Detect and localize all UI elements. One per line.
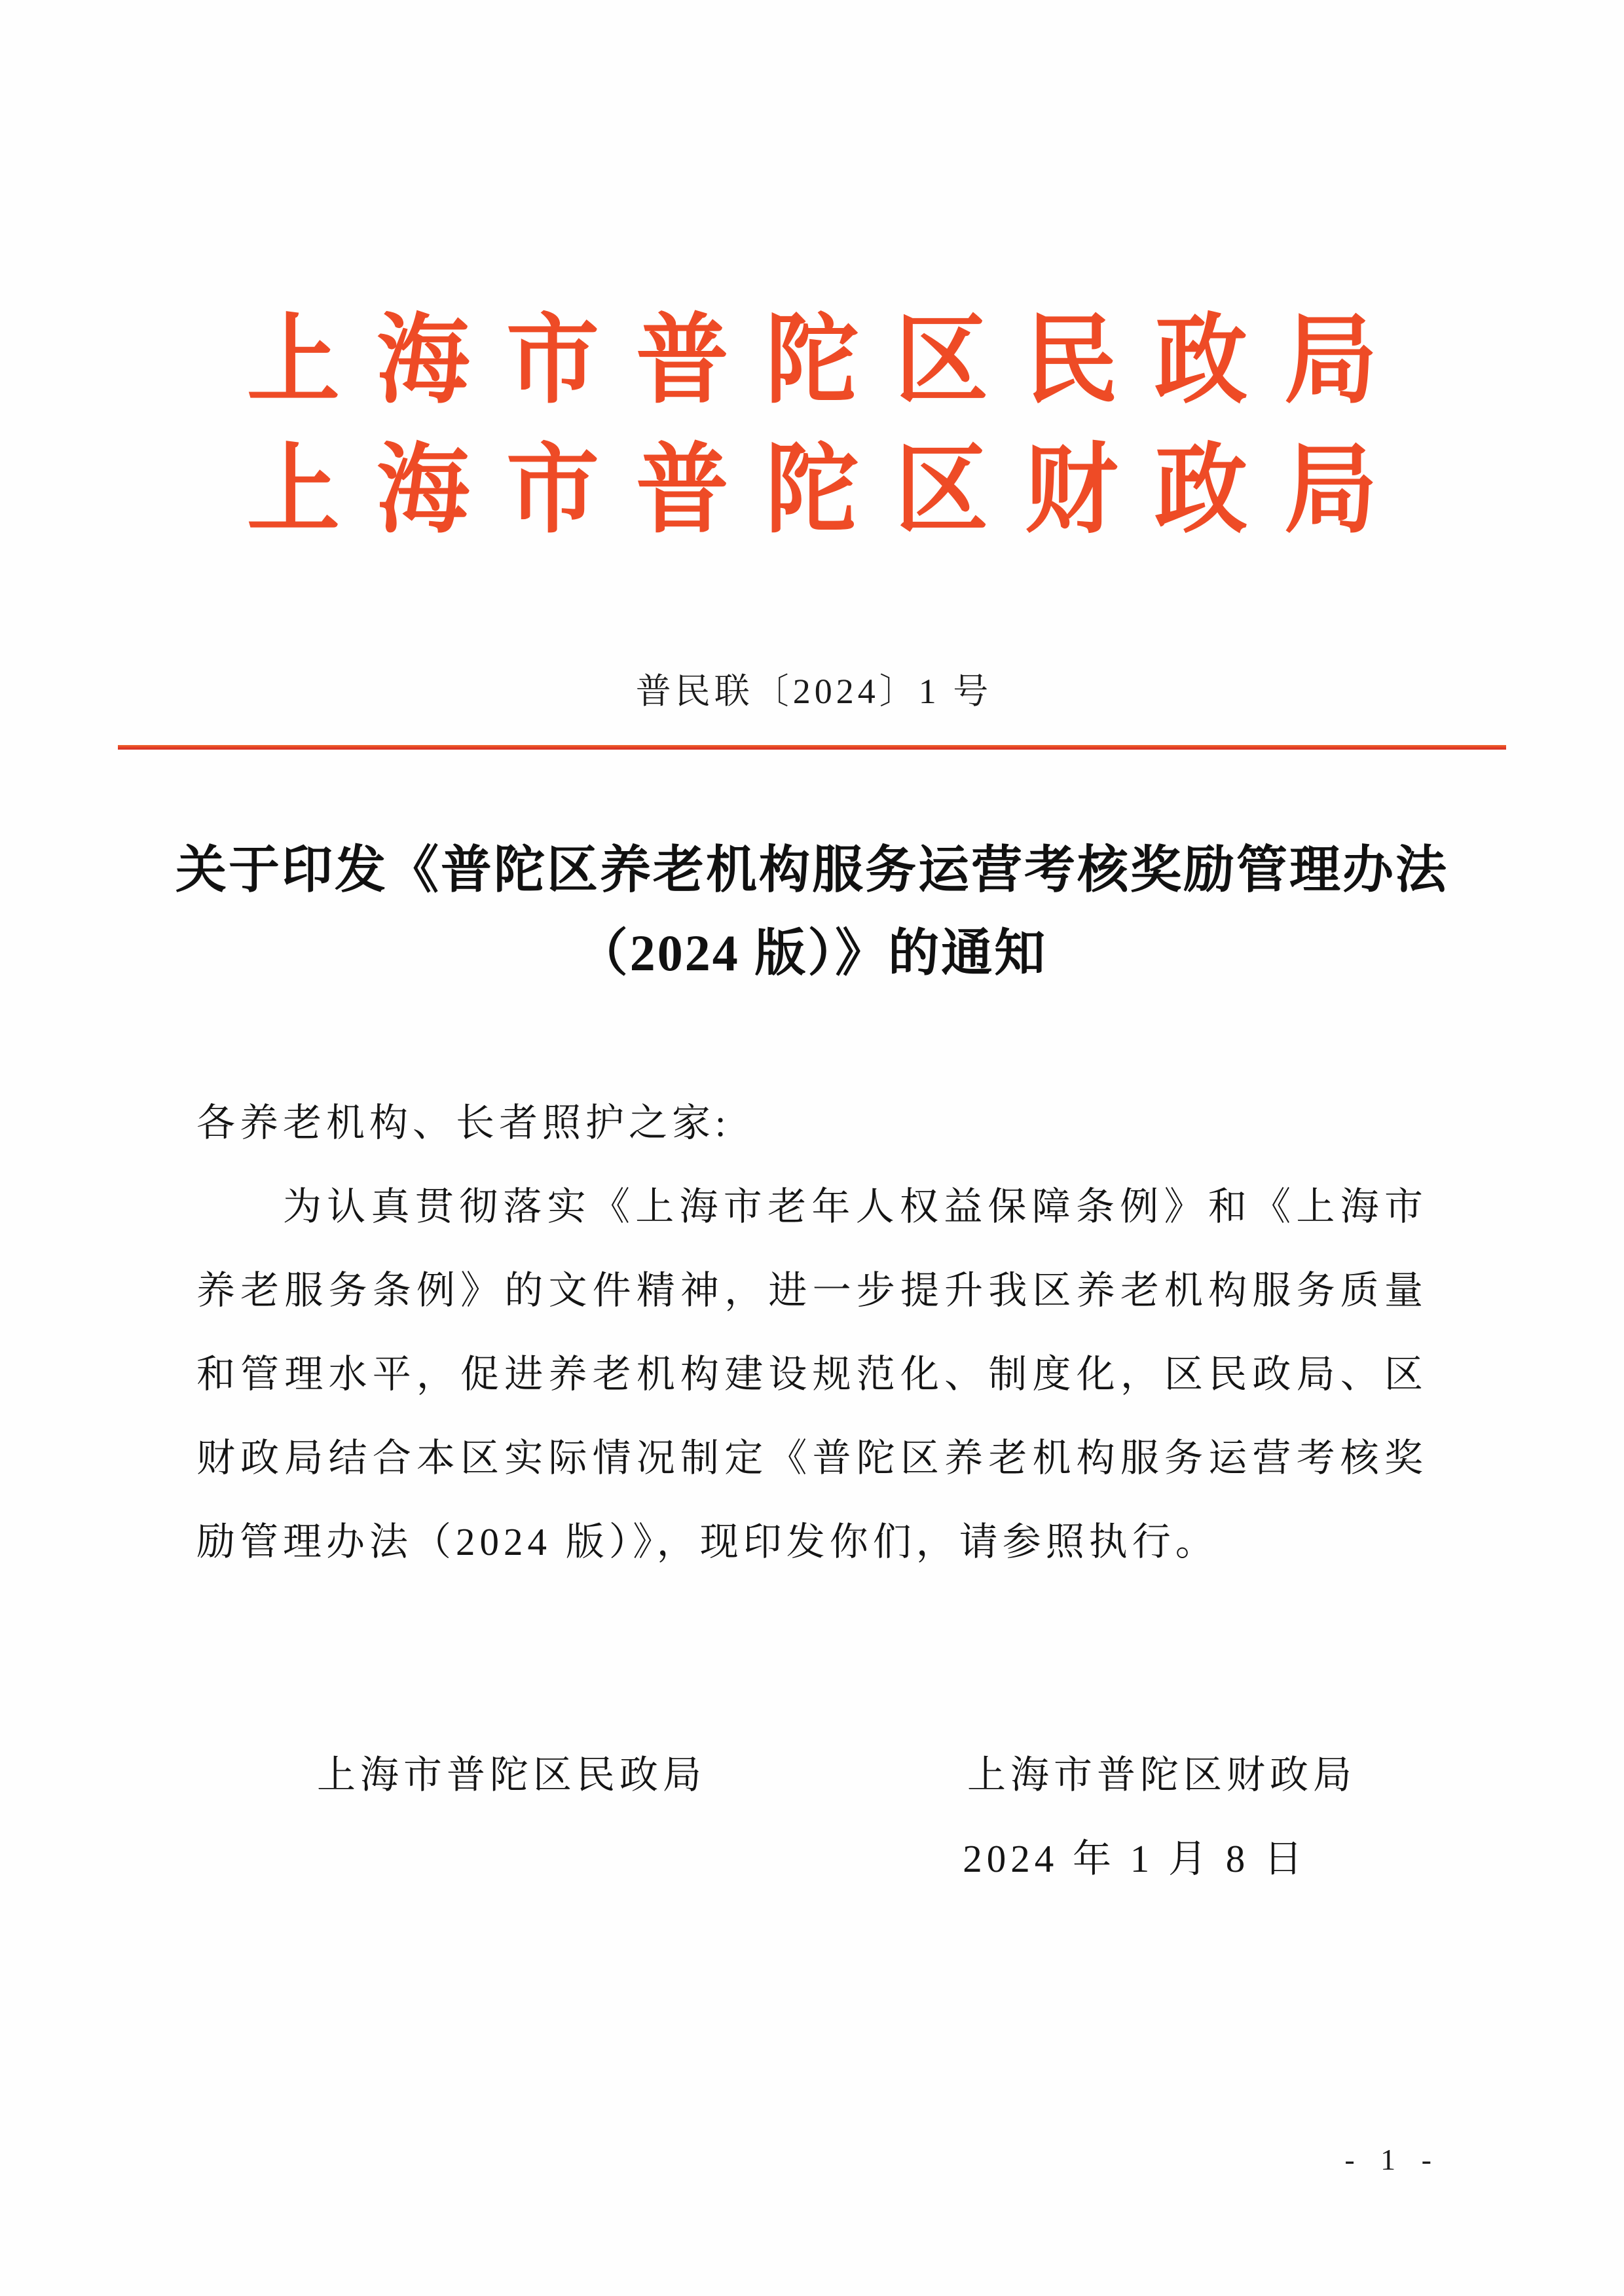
signature-right: 上海市普陀区财政局 <box>967 1753 1356 1796</box>
page-number: - 1 - <box>1344 2143 1441 2176</box>
issue-date: 2024 年 1 月 8 日 <box>963 1837 1307 1880</box>
date-row <box>196 1817 1428 1901</box>
signature-row <box>196 1733 1428 1817</box>
letterhead <box>0 0 1624 555</box>
red-divider-rule <box>118 745 1506 750</box>
document-number: 普民联〔2024〕1 号 <box>635 672 993 711</box>
title-line-1: 关于印发《普陀区养老机构服务运营考核奖励管理办法 <box>175 841 1449 898</box>
issuing-authority-line-2: 上海市普陀区财政局 <box>247 436 1414 545</box>
issuing-authority-line-1: 上海市普陀区民政局 <box>247 306 1414 415</box>
salutation: 各养老机构、长者照护之家: <box>196 1101 731 1144</box>
signature-left: 上海市普陀区民政局 <box>317 1753 707 1796</box>
document-body <box>196 1081 1428 1901</box>
body-paragraph: 为认真贯彻落实《上海市老年人权益保障条例》和《上海市养老服务条例》的文件精神，进一步提升我区养老机构服务质量和管理水平，促进养老机构建设规范化、制度化，区民政局、区财政局结合本区实际情况制定《普陀区养老机构服务运营考核奖励管理办法（2024 版）》，现印发你们，请参照执行。 <box>196 1185 1428 1563</box>
title-line-2: （2024 版）》的通知 <box>576 924 1048 981</box>
document-title <box>0 828 1624 994</box>
